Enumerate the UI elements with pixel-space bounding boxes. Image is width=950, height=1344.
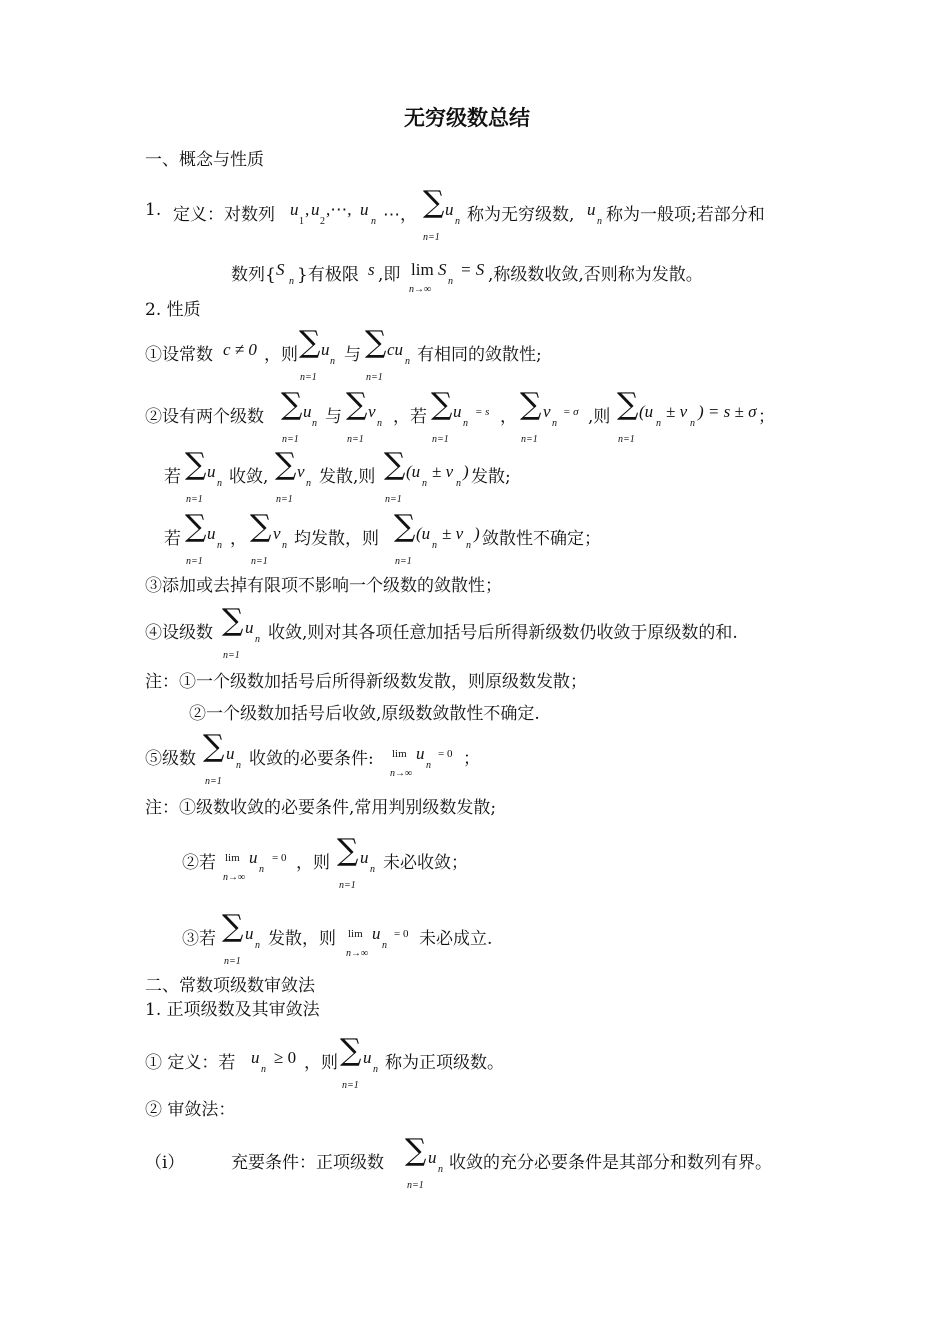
sigma-symbol: ∑ (431, 387, 453, 422)
sigma-symbol: ∑ (299, 325, 321, 360)
sum-lower-limit: n=1 (432, 434, 449, 445)
subsection-heading: 1. 正项级数及其审敛法 (145, 1000, 320, 1020)
lim-operator: lim (411, 260, 434, 279)
sigma-symbol: ∑ (203, 729, 225, 764)
sum-lower-limit: n=1 (407, 1180, 424, 1191)
var-s: s (368, 260, 375, 279)
note-text: ②若 (182, 853, 216, 873)
sum-lower-limit: n=1 (205, 776, 222, 787)
expression: ) (474, 524, 480, 543)
sigma-symbol: ∑ (405, 1133, 427, 1168)
separator: ,⋯, (326, 200, 352, 219)
subscript: n (371, 216, 376, 227)
subscript: 1 (299, 216, 304, 227)
lim-operator: lim (392, 748, 407, 760)
expression: ) (463, 462, 469, 481)
property-text: ②设有两个级数 (145, 407, 264, 427)
property-text: ， (230, 529, 247, 549)
property-text: 发散; (471, 467, 511, 487)
sigma-symbol: ∑ (365, 325, 387, 360)
var-u: u (360, 200, 369, 219)
subscript: n (370, 864, 375, 875)
subscript: n (552, 418, 557, 429)
lim-subscript: n→∞ (409, 284, 432, 295)
equation: = 0 (272, 852, 287, 864)
lim-subscript: n→∞ (346, 948, 369, 959)
test-methods-heading: ② 审敛法： (145, 1100, 236, 1120)
subscript: n (382, 940, 387, 951)
subscript: n (463, 418, 468, 429)
subscript: n (261, 1064, 266, 1075)
sum-lower-limit: n=1 (282, 434, 299, 445)
definition-text: 称为正项级数。 (385, 1053, 504, 1073)
var-u: u (245, 618, 254, 637)
lim-subscript: n→∞ (223, 872, 246, 883)
var-u: u (360, 848, 369, 867)
sigma-symbol: ∑ (346, 387, 368, 422)
item-number: 1. (145, 200, 162, 220)
subscript: n (255, 634, 260, 645)
var-u: u (363, 1048, 372, 1067)
definition-lead: 定义：对数列 (173, 205, 275, 225)
property-text: ，若 (393, 407, 427, 427)
section-heading: 一、概念与性质 (145, 150, 264, 170)
var-v: v (297, 462, 305, 481)
sigma-symbol: ∑ (384, 447, 406, 482)
property-text: 收敛的必要条件: (249, 749, 374, 769)
definition-text: 称为一般项;若部分和 (606, 205, 765, 225)
var-S: S (438, 260, 447, 279)
subscript: n (377, 418, 382, 429)
var-u: u (428, 1148, 437, 1167)
definition-text: 称为无穷级数, (467, 205, 575, 225)
var-u: u (251, 1048, 260, 1067)
var-cu: cu (387, 340, 404, 359)
sum-lower-limit: n=1 (223, 650, 240, 661)
subscript: n (690, 418, 695, 429)
criterion-text: 充要条件：正项级数 (231, 1153, 384, 1173)
subscript: n (306, 478, 311, 489)
var-u: u (321, 340, 330, 359)
subscript: n (456, 478, 461, 489)
var-u: u (587, 200, 596, 219)
sum-lower-limit: n=1 (521, 434, 538, 445)
sum-lower-limit: n=1 (339, 880, 356, 891)
property-3: ③添加或去掉有限项不影响一个级数的敛散性； (145, 576, 502, 596)
sigma-symbol: ∑ (520, 387, 542, 422)
property-text: ， (500, 407, 517, 427)
subscript: n (422, 478, 427, 489)
sum-lower-limit: n=1 (423, 232, 440, 243)
subscript: n (289, 276, 294, 287)
equation: = σ (563, 406, 579, 418)
property-text: ①设常数 (145, 345, 213, 365)
sum-lower-limit: n=1 (347, 434, 364, 445)
lim-operator: lim (225, 852, 240, 864)
property-text: 均发散，则 (294, 529, 379, 549)
property-text: 与 (344, 345, 361, 365)
subscript: n (405, 356, 410, 367)
property-text: 若 (164, 467, 181, 487)
var-u: u (416, 744, 425, 763)
definition-text: }有极限 (297, 265, 359, 285)
var-v: v (368, 402, 376, 421)
expression: ) = s ± σ (698, 402, 757, 421)
subscript: n (597, 216, 602, 227)
var-S: S (276, 260, 285, 279)
note-text: ，则 (296, 853, 330, 873)
condition: ≥ 0 (274, 1048, 297, 1067)
property-text: ④设级数 (145, 623, 213, 643)
property-text: 收敛, (229, 467, 269, 487)
lim-operator: lim (348, 928, 363, 940)
sigma-symbol: ∑ (275, 447, 297, 482)
subscript: n (438, 1164, 443, 1175)
subscript: n (656, 418, 661, 429)
var-v: v (273, 524, 281, 543)
subscript: 2 (320, 216, 325, 227)
subscript: n (255, 940, 260, 951)
subsection-heading: 2. 性质 (145, 300, 201, 320)
var-u: u (453, 402, 462, 421)
subscript: n (330, 356, 335, 367)
sum-lower-limit: n=1 (186, 556, 203, 567)
property-text: ； (758, 407, 775, 427)
sum-lower-limit: n=1 (395, 556, 412, 567)
sum-lower-limit: n=1 (618, 434, 635, 445)
sigma-symbol: ∑ (394, 509, 416, 544)
expression: ± v (432, 462, 454, 481)
property-text: ； (463, 749, 480, 769)
definition-text: ,称级数收敛,否则称为发散。 (488, 265, 703, 285)
section-heading: 二、常数项级数审敛法 (145, 976, 315, 996)
sigma-symbol: ∑ (185, 447, 207, 482)
sigma-symbol: ∑ (423, 185, 445, 220)
criterion-text: 收敛的充分必要条件是其部分和数列有界。 (449, 1153, 772, 1173)
property-text: 若 (164, 529, 181, 549)
sigma-symbol: ∑ (185, 509, 207, 544)
sum-lower-limit: n=1 (385, 494, 402, 505)
criterion-label: （i） (145, 1153, 185, 1173)
expression: (u (406, 462, 421, 481)
var-u: u (445, 200, 454, 219)
property-text: 与 (325, 407, 342, 427)
var-u: u (226, 744, 235, 763)
subscript: n (373, 1064, 378, 1075)
property-text: 收敛,则对其各项任意加括号后所得新级数仍收敛于原级数的和. (268, 623, 738, 643)
sum-lower-limit: n=1 (186, 494, 203, 505)
lim-subscript: n→∞ (390, 768, 413, 779)
var-u: u (311, 200, 320, 219)
definition-text: ，则 (304, 1053, 338, 1073)
subscript: n (217, 540, 222, 551)
subscript: n (217, 478, 222, 489)
subscript: n (282, 540, 287, 551)
var-u: u (245, 924, 254, 943)
subscript: n (426, 760, 431, 771)
sigma-symbol: ∑ (222, 603, 244, 638)
definition-text: ,即 (378, 265, 401, 285)
equation: = S (460, 260, 485, 279)
sum-lower-limit: n=1 (366, 372, 383, 383)
separator: , (305, 200, 310, 219)
var-u: u (207, 462, 216, 481)
note-text: 发散，则 (268, 929, 336, 949)
subscript: n (312, 418, 317, 429)
note-text: 未必收敛； (383, 853, 468, 873)
document-title: 无穷级数总结 (404, 105, 530, 130)
property-text: ，则 (264, 345, 298, 365)
expression: (u (416, 524, 431, 543)
sigma-symbol: ∑ (250, 509, 272, 544)
note-1a: 注：①一个级数加括号后所得新级数发散，则原级数发散； (145, 672, 587, 692)
sum-lower-limit: n=1 (224, 956, 241, 967)
sigma-symbol: ∑ (337, 833, 359, 868)
equation: = s (475, 406, 490, 418)
subscript: n (455, 216, 460, 227)
property-text: ,则 (588, 407, 611, 427)
var-u: u (207, 524, 216, 543)
definition-text: 数列{ (231, 265, 276, 285)
var-u: u (372, 924, 381, 943)
sigma-symbol: ∑ (222, 909, 244, 944)
property-text: 有相同的敛散性; (417, 345, 542, 365)
expression: ± v (666, 402, 688, 421)
sigma-symbol: ∑ (617, 387, 639, 422)
var-u: u (290, 200, 299, 219)
property-text: 敛散性不确定； (482, 529, 601, 549)
equation: = 0 (438, 748, 453, 760)
expression: (u (639, 402, 654, 421)
var-u: u (303, 402, 312, 421)
expression: ± v (442, 524, 464, 543)
note-text: ③若 (182, 929, 216, 949)
separator: ⋯， (383, 205, 417, 224)
sigma-symbol: ∑ (281, 387, 303, 422)
property-text: 发散,则 (319, 467, 376, 487)
sum-lower-limit: n=1 (276, 494, 293, 505)
condition: c ≠ 0 (223, 340, 257, 359)
subscript: n (466, 540, 471, 551)
equation: = 0 (394, 928, 409, 940)
definition-text: ① 定义：若 (145, 1053, 236, 1073)
note-1b: ②一个级数加括号后收敛,原级数敛散性不确定. (189, 704, 540, 724)
property-text: ⑤级数 (145, 749, 196, 769)
sigma-symbol: ∑ (340, 1033, 362, 1068)
subscript: n (448, 276, 453, 287)
subscript: n (259, 864, 264, 875)
var-v: v (543, 402, 551, 421)
note-text: 未必成立. (419, 929, 493, 949)
subscript: n (432, 540, 437, 551)
sum-lower-limit: n=1 (251, 556, 268, 567)
var-u: u (249, 848, 258, 867)
subscript: n (236, 760, 241, 771)
sum-lower-limit: n=1 (300, 372, 317, 383)
sum-lower-limit: n=1 (342, 1080, 359, 1091)
note-2a: 注：①级数收敛的必要条件,常用判别级数发散; (145, 798, 497, 818)
